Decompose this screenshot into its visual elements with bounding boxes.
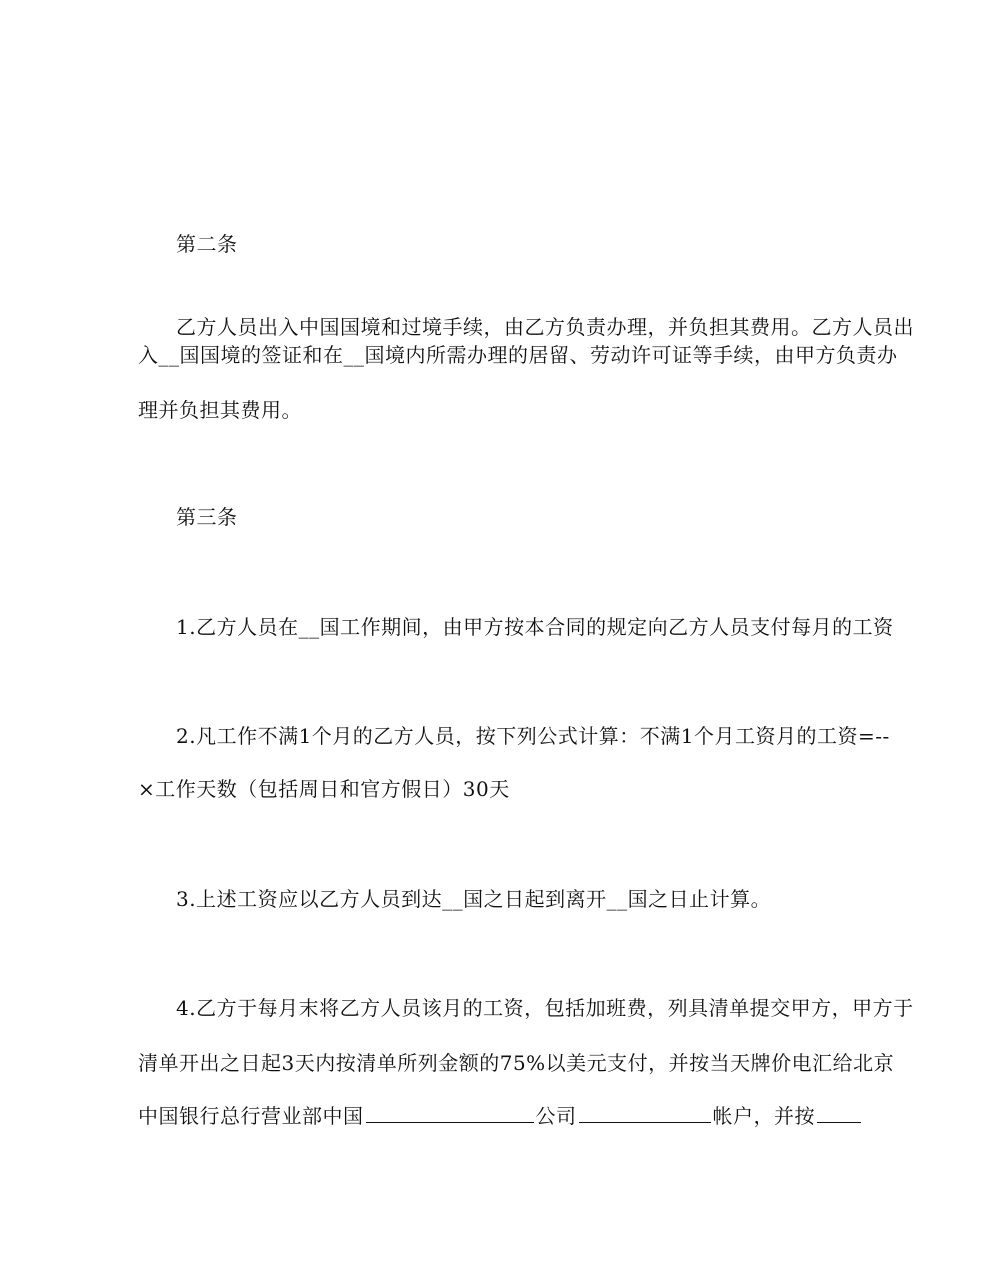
article-3-item-4-line-2: 清单开出之日起3天内按清单所列金额的75%以美元支付，并按当天牌价电汇给北京 xyxy=(138,1051,895,1075)
account-text: 帐户，并按 xyxy=(712,1104,815,1128)
company-text: 公司 xyxy=(535,1104,577,1128)
article-3-item-1: 1.乙方人员在__国工作期间，由甲方按本合同的规定向乙方人员支付每月的工资 xyxy=(176,615,894,639)
article-2-paragraph-line-2: 入__国国境的签证和在__国境内所需办理的居留、劳动许可证等手续，由甲方负责办 xyxy=(138,343,898,367)
article-3-heading: 第三条 xyxy=(176,505,238,529)
company-name-blank xyxy=(366,1104,534,1123)
article-3-item-2-line-1: 2.凡工作不满1个月的乙方人员，按下列公式计算：不满1个月工资月的工资=-- xyxy=(176,724,890,748)
trailing-blank xyxy=(817,1104,861,1123)
article-2-paragraph-line-1: 乙方人员出入中国国境和过境手续，由乙方负责办理，并负担其费用。乙方人员出 xyxy=(176,315,914,339)
article-2-paragraph-line-3: 理并负担其费用。 xyxy=(138,398,302,422)
bank-text: 中国银行总行营业部中国 xyxy=(138,1104,364,1128)
account-blank xyxy=(579,1104,711,1123)
article-2-heading: 第二条 xyxy=(176,232,238,256)
article-3-item-3: 3.上述工资应以乙方人员到达__国之日起到离开__国之日止计算。 xyxy=(176,887,772,911)
article-3-item-2-line-2: ×工作天数（包括周日和官方假日）30天 xyxy=(138,777,510,801)
article-3-item-4-line-1: 4.乙方于每月末将乙方人员该月的工资，包括加班费，列具清单提交甲方，甲方于 xyxy=(176,996,914,1020)
article-3-item-4-line-3 xyxy=(138,1102,858,1130)
